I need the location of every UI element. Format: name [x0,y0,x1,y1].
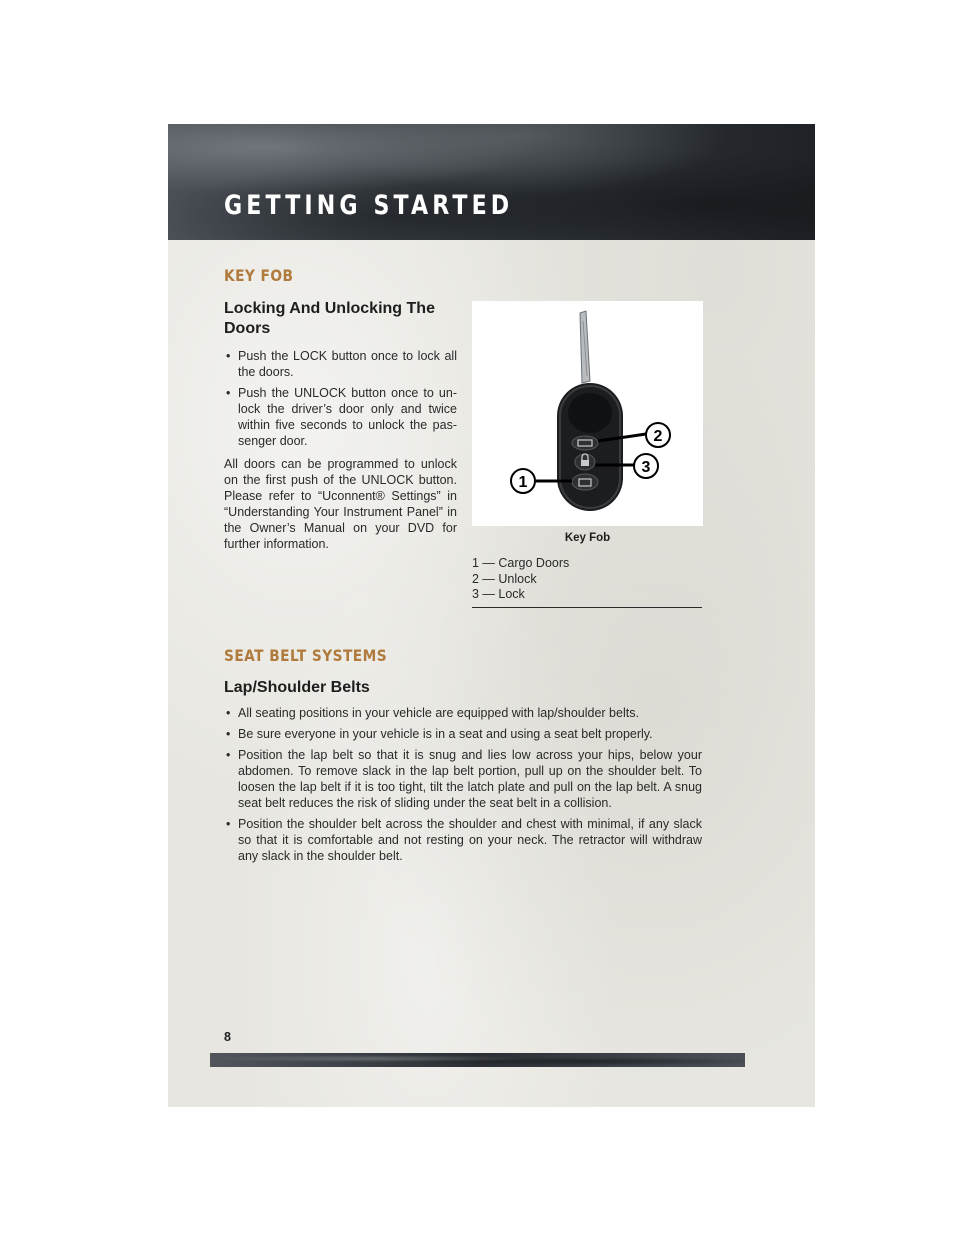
figure-caption: Key Fob [564,532,611,544]
list-item: • Push the UNLOCK button once to un-lock the driver’s door only and twice within five seconds to unlock the pas-senger door. [224,385,457,449]
list-item: • Push the LOCK button once to lock all the doors. [224,348,457,380]
list-item: • Be sure everyone in your vehicle is in a seat and using a seat belt properly. [224,726,702,742]
key-fob-bullets [224,348,457,449]
key-fob-heading: KEY FOB [224,266,294,285]
legend-item: 2 — Unlock [472,571,537,586]
legend-item: 3 — Lock [472,587,525,601]
locking-subheading: Locking And Unlocking The Doors [224,300,435,337]
figure-legend [472,556,702,608]
chapter-title: GETTING STARTED [224,190,514,221]
key-fob-image [472,301,703,526]
legend-item: 1 — Cargo Doors [472,556,570,570]
callout-1: 1 [518,474,528,491]
footer-bar [210,1053,745,1067]
seat-belt-bullets [224,705,702,864]
key-fob-text [224,348,457,552]
lap-shoulder-subheading: Lap/Shoulder Belts [224,679,370,696]
page-number: 8 [224,1030,231,1044]
seat-belt-heading: SEAT BELT SYSTEMS [224,646,388,665]
seat-belt-text [224,705,702,869]
list-item: • Position the shoulder belt across the shoulder and chest with minimal, if any slack so that it is comfortable and not resting on your neck. The retractor will withdraw any slack in the shoulder belt. [224,816,702,864]
callout-2: 2 [653,428,663,445]
chapter-header [168,124,815,240]
cargo-button-icon [572,474,598,490]
callout-3: 3 [641,459,651,476]
unlock-button-icon [572,436,598,450]
manual-page [168,124,815,1107]
list-item: • All seating positions in your vehicle are equipped with lap/shoulder belts. [224,705,702,721]
programming-paragraph: All doors can be programmed to unlock on the first push of the UNLOCK button. Please refer to “Uconnent® Settings” in “Understanding Your Instrument Panel” in the Owner’s Manual on your DVD for further information. [224,457,457,551]
key-fob-figure [472,301,703,526]
list-item: • Position the lap belt so that it is snug and lies low across your hips, below your abdomen. To remove slack in the lap belt portion, pull up on the shoulder belt. To loosen the lap belt if it is too tight, tilt the latch plate and pull on the lap belt. A snug seat belt reduces the risk of sliding under the seat belt in a collision. [224,747,702,811]
